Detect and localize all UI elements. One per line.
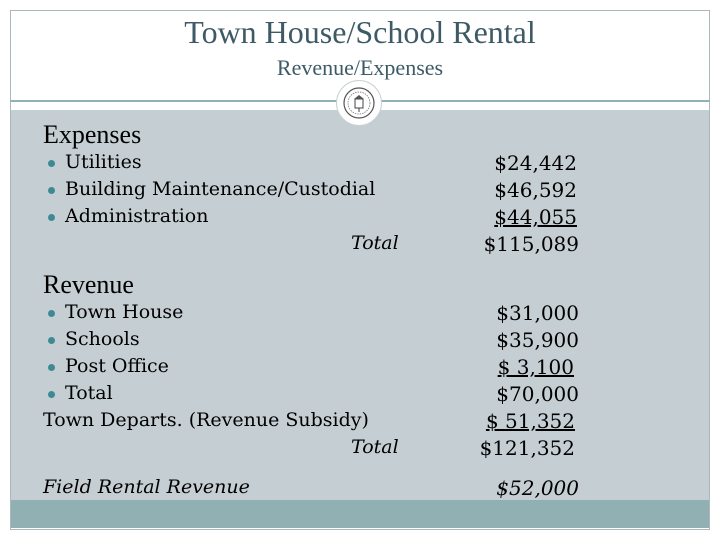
expense-amount-utilities: $24,442: [494, 151, 577, 175]
expense-amount-maintenance: $46,592: [494, 178, 577, 202]
revenue-subsidy-label: Town Departs. (Revenue Subsidy): [43, 409, 369, 431]
revenue-amount-postoffice: $ 3,100: [497, 355, 574, 379]
revenue-label-townhouse: Town House: [65, 301, 184, 323]
bullet-icon: [48, 187, 55, 194]
revenue-amount-schools: $35,900: [496, 328, 579, 352]
revenue-label-postoffice: Post Office: [65, 355, 169, 377]
revenue-heading: Revenue: [43, 270, 134, 299]
bullet-icon: [48, 364, 55, 371]
field-rental-amount: $52,000: [496, 476, 579, 500]
revenue-total-amount: $121,352: [479, 436, 575, 460]
expenses-heading: Expenses: [43, 120, 142, 149]
bullet-icon: [48, 391, 55, 398]
town-seal-icon: [336, 80, 382, 126]
footer-band: [11, 500, 709, 528]
expense-label-maintenance: Building Maintenance/Custodial: [65, 178, 376, 200]
revenue-total-label: Total: [351, 436, 399, 458]
slide-title: Town House/School Rental: [184, 14, 536, 50]
revenue-label-schools: Schools: [65, 328, 140, 350]
bullet-icon: [48, 160, 55, 167]
bullet-icon: [48, 214, 55, 221]
revenue-amount-townhouse: $31,000: [496, 301, 579, 325]
slide-subtitle: Revenue/Expenses: [276, 55, 444, 80]
expenses-total-amount: $115,089: [483, 232, 579, 256]
expenses-total-label: Total: [351, 232, 399, 254]
expense-label-administration: Administration: [65, 205, 209, 227]
bullet-icon: [48, 310, 55, 317]
revenue-subsidy-amount: $ 51,352: [485, 409, 575, 433]
expense-label-utilities: Utilities: [65, 151, 142, 173]
field-rental-label: Field Rental Revenue: [43, 476, 250, 498]
revenue-label-total: Total: [65, 382, 113, 404]
bullet-icon: [48, 337, 55, 344]
revenue-amount-total: $70,000: [496, 382, 579, 406]
expense-amount-administration: $44,055: [494, 205, 577, 229]
